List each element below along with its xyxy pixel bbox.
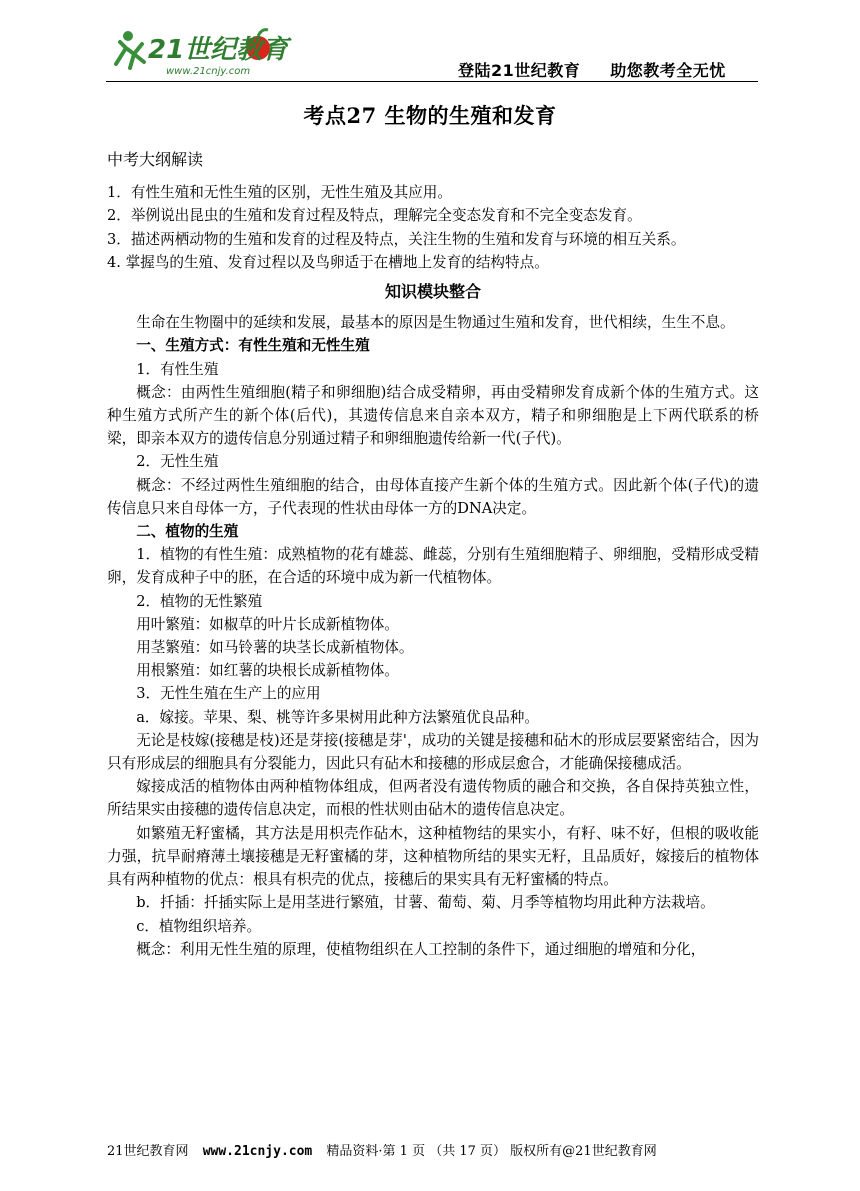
document-body (107, 140, 759, 961)
header-slogan: 登陆21世纪教育 助您教考全无忧 (458, 61, 726, 80)
paragraph: 概念：利用无性生殖的原理，使植物组织在人工控制的条件下，通过细胞的增殖和分化， (136, 940, 706, 958)
paragraph: 如繁殖无籽蜜橘，其方法是用枳壳作砧木，这种植物结的果实小，有籽、味不好，但根的吸收能力强，抗旱耐瘠薄土壤接穗是无籽蜜橘的芽，这种植物所结的果实无籽，且品质好，嫁接后的植物体具有两种植物的优点：根具有枳壳的优点，接穗后的果实具有无籽蜜橘的特点。 (107, 824, 759, 889)
section-heading: 二、植物的生殖 (136, 523, 239, 541)
outline-heading: 中考大纲解读 (107, 150, 204, 169)
paragraph: b．扦插：扦插实际上是用茎进行繁殖，甘薯、葡萄、菊、月季等植物均用此种方法栽培。 (136, 894, 715, 912)
outline-item: 4. 掌握鸟的生殖、发育过程以及鸟卵适于在槽地上发育的结构特点。 (107, 253, 549, 271)
outline-item: 1．有性生殖和无性生殖的区别，无性生殖及其应用。 (107, 184, 452, 202)
section-heading: 一、生殖方式：有性生殖和无性生殖 (136, 337, 370, 355)
page-header (0, 0, 860, 86)
footer-left: 21世纪教育网 (107, 1144, 189, 1159)
paragraph: 用根繁殖：如红薯的块根长成新植物体。 (136, 662, 399, 680)
paragraph: 用茎繁殖：如马铃薯的块茎长成新植物体。 (136, 639, 414, 657)
page-title: 考点27 生物的生殖和发育 (303, 103, 557, 128)
module-title: 知识模块整合 (384, 282, 481, 302)
page-footer (107, 1140, 759, 1159)
logo-21cnjy (108, 22, 308, 82)
paragraph: 无论是枝嫁(接穗是枝)还是芽接(接穗是芽'，成功的关键是接穗和砧木的形成层要紧密结合，因为只有形成层的细胞具有分裂能力，因此只有砧木和接穗的形成层愈合，才能确保接穗成活。 (107, 731, 759, 773)
paragraph: 概念：不经过两性生殖细胞的结合，由母体直接产生新个体的生殖方式。因此新个体(子代)的遗传信息只来自母体一方，子代表现的性状由母体一方的DNA决定。 (107, 476, 759, 517)
outline-list (107, 181, 759, 274)
footer-site: www.21cnjy.com (202, 1144, 313, 1159)
outline-item: 3．描述两栖动物的生殖和发育的过程及特点，关注生物的生殖和发育与环境的相互关系。 (107, 230, 686, 248)
paragraph: a．嫁接。苹果、梨、桃等许多果树用此种方法繁殖优良品种。 (136, 708, 539, 726)
paragraph: 生命在生物圈中的延续和发展，最基本的原因是生物通过生殖和发育，世代相续，生生不息。 (136, 314, 735, 332)
paragraph: 嫁接成活的植物体由两种植物体组成，但两者没有遗传物质的融合和交换，各自保持英独立性，所结果实由接穗的遗传信息决定，而根的性状则由砧木的遗传信息决定。 (107, 778, 759, 819)
header-divider (106, 81, 758, 82)
outline-item: 2．举例说出昆虫的生殖和发育过程及特点，理解完全变态发育和不完全变态发育。 (107, 207, 642, 225)
svg-text:21世纪教育: 21世纪教育 (148, 35, 289, 65)
paragraph: c．植物组织培养。 (136, 917, 262, 935)
paragraph: 1．植物的有性生殖：成熟植物的花有雄蕊、雌蕊，分别有生殖细胞精子、卵细胞，受精形成受精卵，发育成种子中的胚，在合适的环境中成为新一代植物体。 (107, 546, 759, 587)
footer-right: 精品资料·第 1 页 （共 17 页） 版权所有@21世纪教育网 (326, 1144, 657, 1159)
paragraph: 2．植物的无性繁殖 (136, 592, 263, 610)
paragraph: 3．无性生殖在生产上的应用 (136, 685, 321, 703)
svg-text:www.21cnjy.com: www.21cnjy.com (166, 66, 251, 77)
body-paragraphs (107, 311, 759, 961)
paragraph: 概念：由两性生殖细胞(精子和卵细胞)结合成受精卵，再由受精卵发育成新个体的生殖方式。这种生殖方式所产生的新个体(后代)，其遗传信息来自亲本双方，精子和卵细胞是上下两代联系的桥梁，即亲本双方的遗传信息分别通过精子和卵细胞遗传给新一代(子代)。 (107, 383, 759, 448)
paragraph: 用叶繁殖：如椒草的叶片长成新植物体。 (136, 615, 399, 633)
paragraph: 2．无性生殖 (136, 453, 219, 471)
paragraph: 1．有性生殖 (136, 360, 219, 378)
